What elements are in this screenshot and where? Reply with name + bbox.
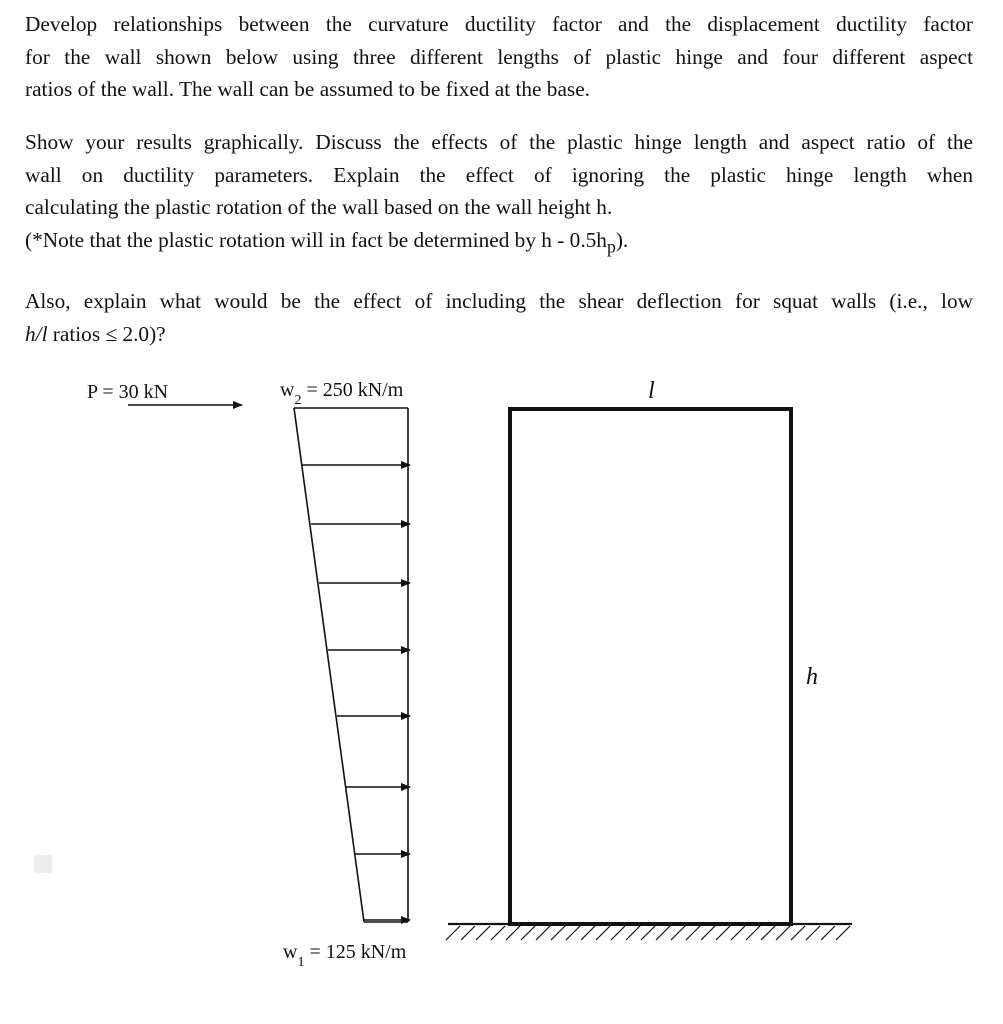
paragraph-line: Develop relationships between the curvature ductility factor and the displacement ductility factor (25, 12, 973, 36)
fixed-base-support (446, 924, 852, 940)
load-arrows (302, 465, 410, 920)
aspect-ratio-text: ratios ≤ 2.0)? (47, 321, 166, 346)
w1-label: $w_1 = 125$ kN/m (283, 941, 407, 970)
paragraph-line: ratios of the wall. The wall can be assumed to be fixed at the base. (25, 77, 590, 101)
problem-paragraph-3 (25, 285, 973, 350)
wall-outline (510, 409, 791, 924)
note-prefix: (*Note that the plastic rotation will in fact be determined by h - 0.5h (25, 227, 607, 252)
paragraph-line: Also, explain what would be the effect of including the shear deflection for squat walls (i.e., low (25, 289, 973, 313)
problem-paragraph-2 (25, 126, 973, 262)
paragraph-line: calculating the plastic rotation of the wall based on the wall height h. (25, 195, 613, 219)
aspect-ratio-symbol: h/l (25, 321, 48, 346)
wall-loading-diagram (0, 360, 1003, 980)
paragraph-line (25, 318, 973, 351)
point-load-label: P = 30 kN (87, 381, 169, 403)
note-line (25, 224, 973, 263)
paragraph-line: Show your results graphically. Discuss the effects of the plastic hinge length and aspect ratio of the (25, 130, 973, 154)
paragraph-line: for the wall shown below using three different lengths of plastic hinge and four different aspect (25, 44, 973, 69)
load-sloped-edge (294, 408, 364, 922)
wall-height-label: h (806, 664, 818, 690)
w2-label: $w_2 = 250$ kN/m (280, 379, 404, 408)
wall-length-label: l (648, 378, 655, 404)
paragraph-line: wall on ductility parameters. Explain the effect of ignoring the plastic hinge length when (25, 162, 973, 187)
note-subscript: p (606, 235, 616, 256)
problem-paragraph-1 (25, 8, 973, 106)
note-suffix: ). (615, 227, 629, 252)
faint-artifact (34, 855, 52, 873)
